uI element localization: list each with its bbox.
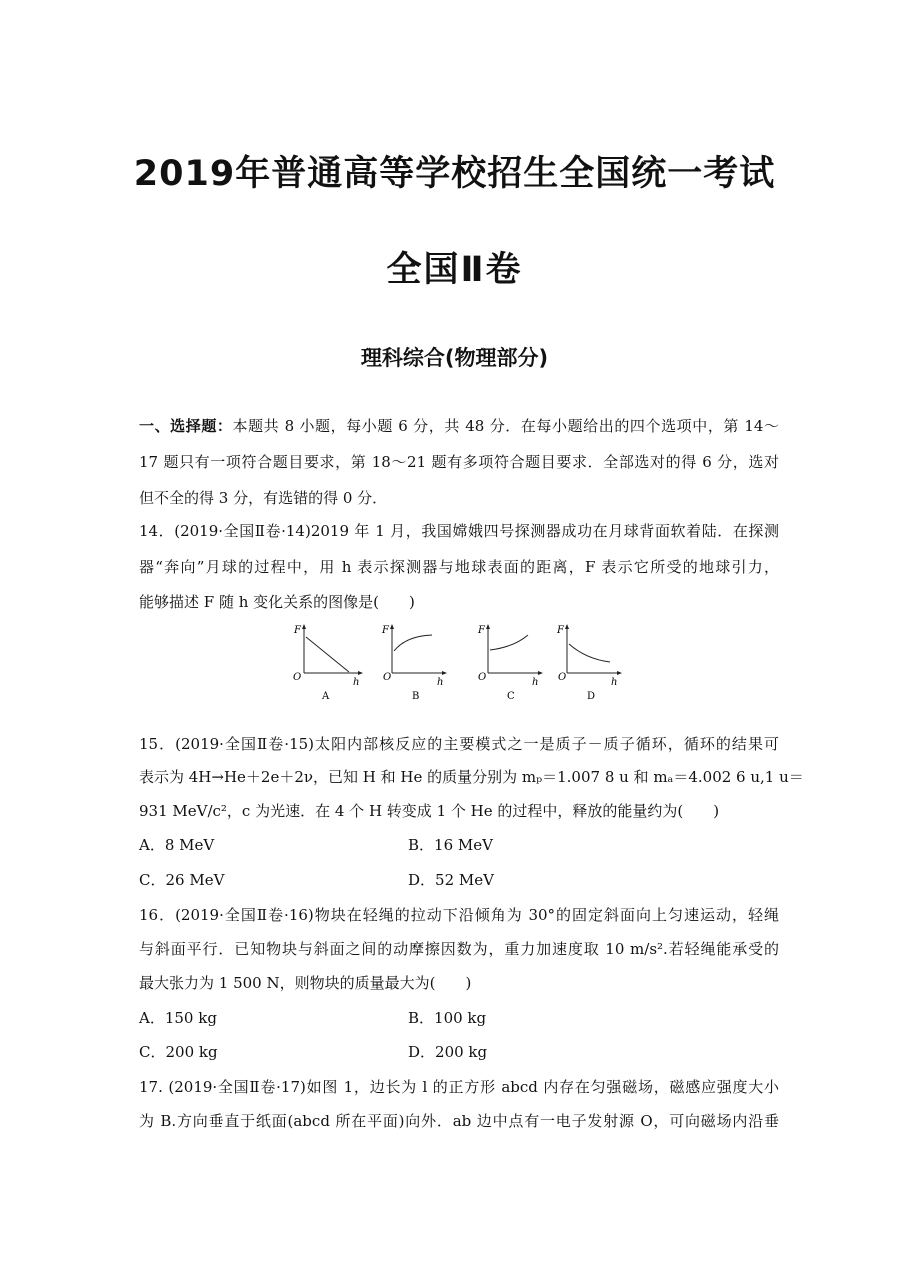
- q16-option-b: B．100 kg: [408, 1009, 487, 1027]
- q15-line-3: 931 MeV/c²，c 为光速．在 4 个 H 转变成 1 个 He 的过程中，释放的能量约为( ): [139, 802, 720, 820]
- graph-c-x-label: h: [532, 677, 539, 688]
- graph-b-letter: B: [412, 691, 420, 702]
- graph-b: [381, 624, 447, 702]
- graph-a-x-label: h: [353, 677, 360, 688]
- q14-line-2: 器“奔向”月球的过程中，用 h 表示探测器与地球表面的距离，F 表示它所受的地球引力，: [139, 558, 779, 576]
- q16-option-d: D．200 kg: [408, 1043, 488, 1061]
- graph-d-x-label: h: [611, 677, 618, 688]
- q16-option-c: C．200 kg: [139, 1043, 218, 1061]
- q16-line-3: 最大张力为 1 500 N，则物块的质量最大为( ): [139, 974, 472, 992]
- graph-a-y-label: F: [294, 625, 301, 636]
- exam-title: 2019年普通高等学校招生全国统一考试: [133, 154, 776, 194]
- q14-graph-options: [282, 617, 632, 709]
- graph-b-x-label: h: [437, 677, 444, 688]
- graph-d-y-label: F: [557, 625, 564, 636]
- q17-line-1: 17. (2019·全国Ⅱ卷·17)如图 1，边长为 l 的正方形 abcd 内存在匀强磁场，磁感应强度大小: [139, 1078, 779, 1096]
- section-title: 理科综合(物理部分): [360, 346, 549, 370]
- q15-option-b: B．16 MeV: [408, 836, 493, 854]
- instructions-label: 一、选择题：: [139, 417, 233, 435]
- q15-option-d: D．52 MeV: [408, 871, 494, 889]
- q16-line-1: 16．(2019·全国Ⅱ卷·16)物块在轻绳的拉动下沿倾角为 30°的固定斜面向上匀速运动，轻绳: [139, 906, 779, 924]
- q14-line-3: 能够描述 F 随 h 变化关系的图像是( ): [139, 593, 415, 611]
- graph-b-origin: O: [383, 672, 392, 683]
- graph-d: [556, 624, 622, 702]
- graph-d-letter: D: [587, 691, 596, 702]
- instructions-text-1: 本题共 8 小题，每小题 6 分，共 48 分．在每小题给出的四个选项中，第 14～: [232, 417, 779, 435]
- graph-c-origin: O: [478, 672, 487, 683]
- q15-option-c: C．26 MeV: [139, 871, 225, 889]
- q16-line-2: 与斜面平行．已知物块与斜面之间的动摩擦因数为，重力加速度取 10 m/s².若轻绳能承受的: [139, 940, 779, 958]
- graph-a-letter: A: [322, 691, 330, 702]
- q14-line-1: 14．(2019·全国Ⅱ卷·14)2019 年 1 月，我国嫦娥四号探测器成功在月球背面软着陆．在探测: [139, 522, 779, 540]
- graph-c-curve: [490, 635, 528, 650]
- instructions-line-3: 但不全的得 3 分，有选错的得 0 分．: [139, 489, 388, 507]
- graph-c-letter: C: [507, 691, 515, 702]
- graph-c: [477, 624, 543, 702]
- graph-b-y-label: F: [382, 625, 389, 636]
- graph-b-curve: [394, 635, 432, 651]
- paper-name: 全国Ⅱ卷: [386, 250, 523, 290]
- q15-line-1: 15．(2019·全国Ⅱ卷·15)太阳内部核反应的主要模式之一是质子－质子循环，循环的结果可: [139, 735, 779, 753]
- q16-option-a: A．150 kg: [139, 1009, 217, 1027]
- instructions-line-2: 17 题只有一项符合题目要求，第 18～21 题有多项符合题目要求．全部选对的得 6 分，选对: [139, 453, 779, 471]
- graph-a-origin: O: [293, 672, 302, 683]
- q15-option-a: A．8 MeV: [139, 836, 215, 854]
- q17-line-2: 为 B.方向垂直于纸面(abcd 所在平面)向外．ab 边中点有一电子发射源 O，可向磁场内沿垂: [139, 1112, 779, 1130]
- graph-d-curve: [569, 644, 610, 662]
- graph-a-curve: [306, 637, 349, 672]
- instructions-line-1: [139, 416, 779, 436]
- graph-d-origin: O: [558, 672, 567, 683]
- q15-line-2: 表示为 4H→He＋2e＋2ν，已知 H 和 He 的质量分别为 mₚ＝1.007 8 u 和 mₐ＝4.002 6 u,1 u＝: [139, 768, 804, 786]
- graph-a: [293, 624, 363, 702]
- graph-c-y-label: F: [478, 625, 485, 636]
